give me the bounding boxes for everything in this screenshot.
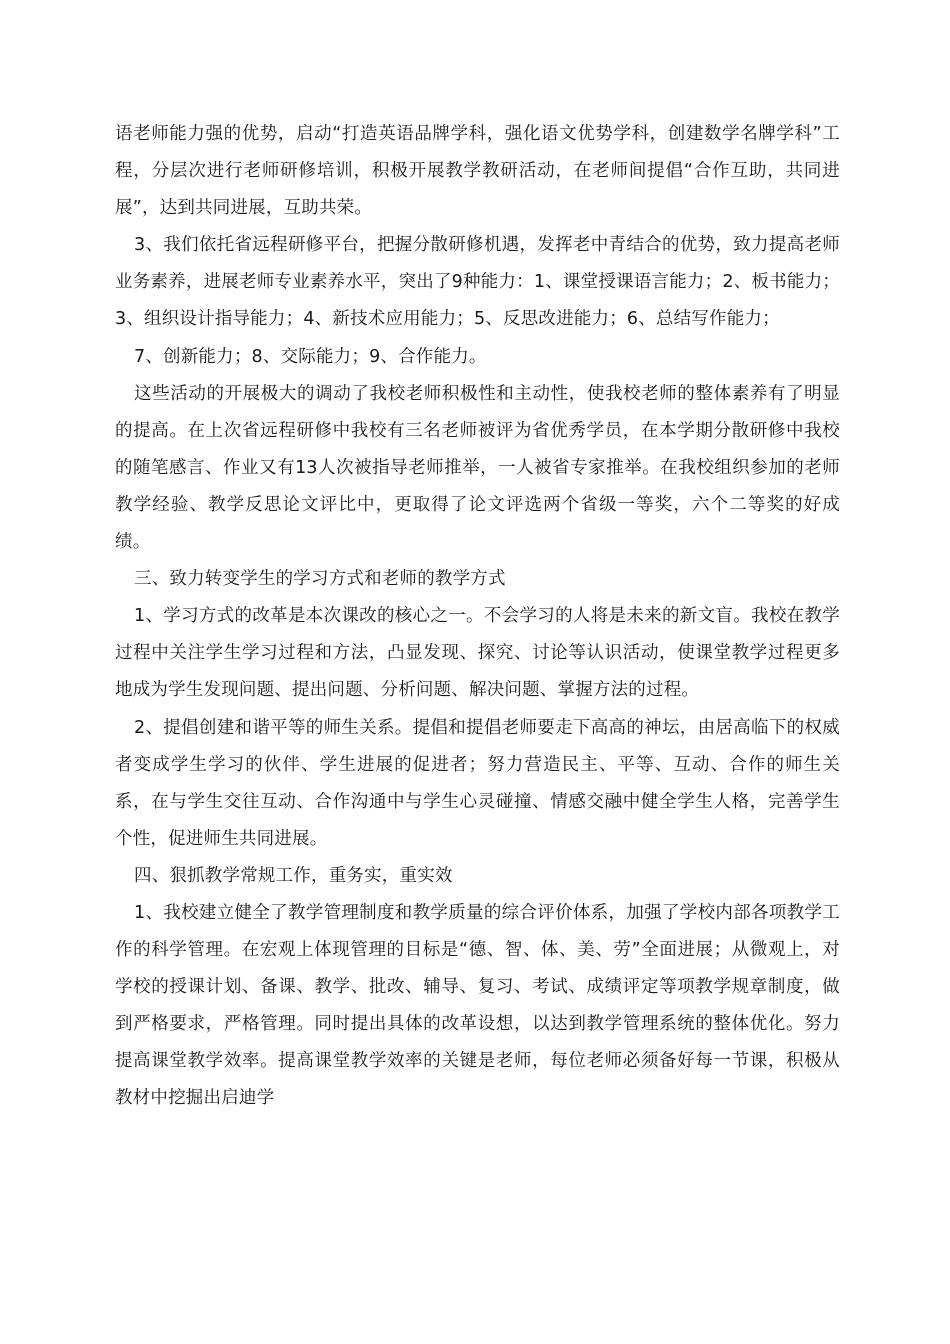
paragraph: 1、我校建立健全了教学管理制度和教学质量的综合评价体系，加强了学校内部各项教学工作的科学管理。在宏观上体现管理的目标是“德、智、体、美、劳”全面进展；从微观上，对学校的授课计划、备课、教学、批改、辅导、复习、考试、成绩评定等项教学规章制度，做到严格要求，严格管理。同时提出具体的改革设想，以达到教学管理系统的整体优化。努力提高课堂教学效率。提高课堂教学效率的关键是老师，每位老师必须备好每一节课，积极从教材中挖掘出启迪学 <box>115 902 840 1109</box>
paragraph: 这些活动的开展极大的调动了我校老师积极性和主动性，使我校老师的整体素养有了明显的提高。在上次省远程研修中我校有三名老师被评为省优秀学员，在本学期分散研修中我校的随笔感言、作业又有13人次被指导老师推举，一人被省专家推举。在我校组织参加的老师教学经验、教学反思论文评比中，更取得了论文评选两个省级一等奖，六个二等奖的好成绩。 <box>115 383 840 553</box>
paragraph: 1、学习方式的改革是本次课改的核心之一。不会学习的人将是未来的新文盲。我校在教学过程中关注学生学习过程和方法，凸显发现、探究、讨论等认识活动，使课堂教学过程更多地成为学生发现问题、提出问题、分析问题、解决问题、掌握方法的过程。 <box>115 606 840 701</box>
section-heading: 三、致力转变学生的学习方式和老师的教学方式 <box>134 569 506 590</box>
paragraph: 2、提倡创建和谐平等的师生关系。提倡和提倡老师要走下高高的神坛，由居高临下的权威者变成学生学习的伙伴、学生进展的促进者；努力营造民主、平等、互动、合作的师生关系，在与学生交往互动、合作沟通中与学生心灵碰撞、情感交融中健全学生人格，完善学生个性，促进师生共同进展。 <box>115 717 840 849</box>
document-body <box>115 116 840 1118</box>
section-heading: 四、狠抓教学常规工作，重务实，重实效 <box>134 865 453 886</box>
paragraph: 语老师能力强的优势，启动“打造英语品牌学科，强化语文优势学科，创建数学名牌学科”工程，分层次进行老师研修培训，积极开展教学教研活动，在老师间提倡“合作互助，共同进展”，达到共同进展，互助共荣。 <box>115 124 840 219</box>
paragraph: 3、我们依托省远程研修平台，把握分散研修机遇，发挥老中青结合的优势，致力提高老师业务素养，进展老师专业素养水平，突出了9种能力：1、课堂授课语言能力；2、板书能力；3、组织设计指导能力；4、新技术应用能力；5、反思改进能力；6、总结写作能力； <box>115 235 840 330</box>
paragraph: 7、创新能力；8、交际能力；9、合作能力。 <box>134 346 487 367</box>
